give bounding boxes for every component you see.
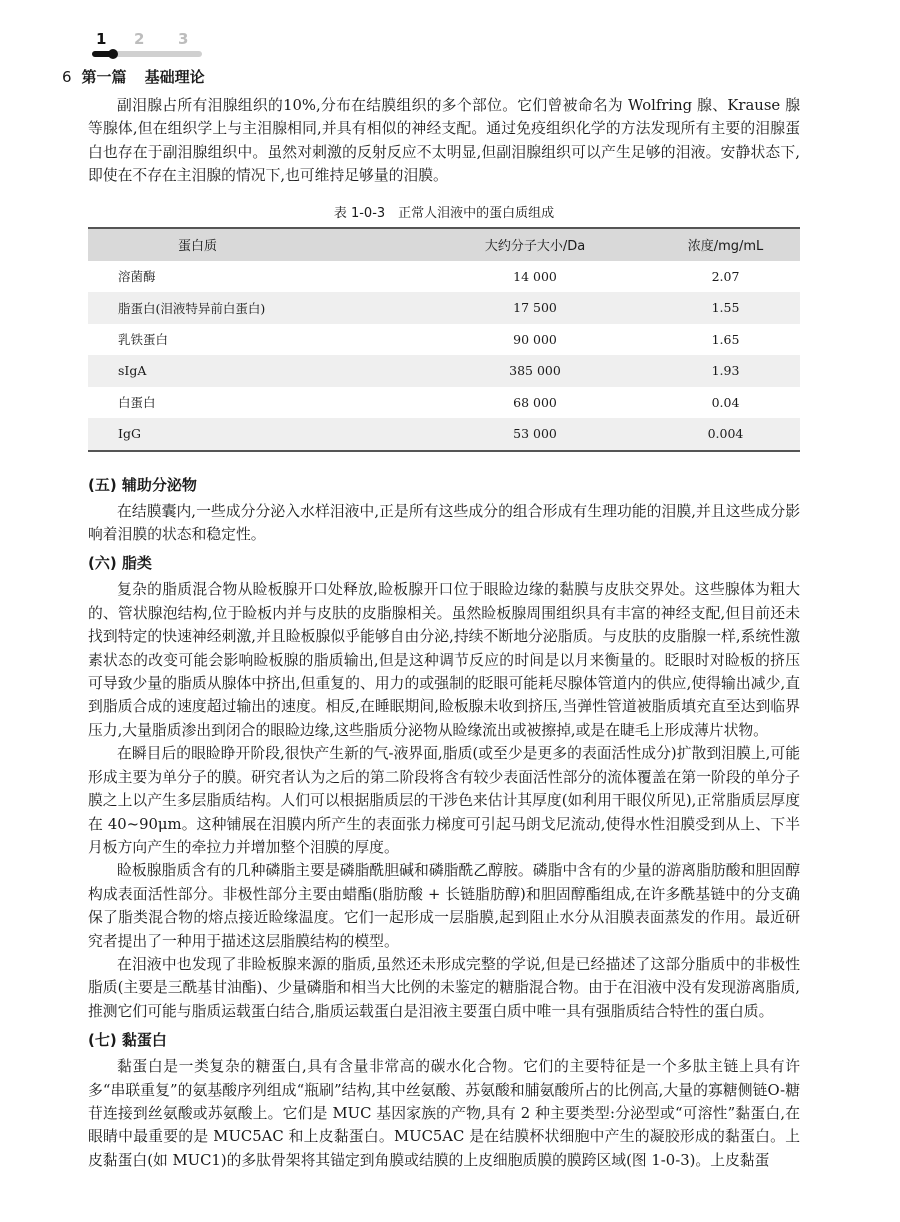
chapter-progress-dot: [108, 49, 118, 59]
cell-concentration: 1.65: [711, 331, 740, 347]
intro-paragraph: 副泪腺占所有泪腺组织的10%,分布在结膜组织的多个部位。它们曾被命名为 Wolfring 腺、Krause 腺等腺体,但在组织学上与主泪腺相同,并具有相似的神经支配。通过免疫组织化学的方法发现所有主要的泪腺蛋白也存在于副泪腺组织中。虽然对刺激的反射反应不太明显,但副泪腺组织可以产生足够的泪液。安静状态下,即使在不存在主泪腺的情况下,也可维持足够量的泪膜。: [88, 97, 800, 185]
chapter-progress-bar: [92, 51, 202, 57]
table-row: [88, 387, 800, 419]
body-paragraph: 在结膜囊内,一些成分分泌入水样泪液中,正是所有这些成分的组合形成有生理功能的泪膜,并且这些成分影响着泪膜的状态和稳定性。: [88, 502, 800, 544]
section-heading-lipids: (六) 脂类: [88, 554, 152, 573]
cell-protein: 溶菌酶: [118, 269, 156, 285]
cell-protein: 白蛋白: [118, 395, 156, 411]
chapter-tab-1: 1: [96, 30, 107, 48]
cell-protein: 乳铁蛋白: [118, 332, 169, 348]
body-paragraph: 在泪液中也发现了非睑板腺来源的脂质,虽然还未形成完整的学说,但是已经描述了这部分脂质中的非极性脂质(主要是三酰基甘油酯)、少量磷脂和相当大比例的未鉴定的糖脂混合物。由于在泪液中没有发现游离脂质,推测它们可能与脂质运载蛋白结合,脂质运载蛋白是泪液主要蛋白质中唯一具有强脂质结合特性的蛋白质。: [88, 955, 800, 1020]
cell-size: 14 000: [513, 268, 557, 284]
cell-concentration: 0.04: [711, 394, 740, 410]
table-caption: 表 1-0-3 正常人泪液中的蛋白质组成: [333, 205, 555, 221]
cell-size: 90 000: [513, 331, 557, 347]
table-header-row: [88, 228, 800, 261]
cell-concentration: 0.004: [707, 426, 744, 442]
section-heading-auxiliary-secretions: (五) 辅助分泌物: [88, 475, 197, 494]
cell-protein: 脂蛋白(泪液特异前白蛋白): [118, 300, 266, 316]
cell-size: 17 500: [513, 300, 557, 316]
chapter-tab-3: 3: [178, 30, 189, 48]
cell-size: 385 000: [509, 363, 561, 379]
table-row: [88, 355, 800, 387]
cell-size: 53 000: [513, 426, 557, 442]
table-row: [88, 292, 800, 324]
header-concentration: 浓度/mg/mL: [687, 239, 764, 255]
header-molecular-size: 大约分子大小/Da: [484, 239, 586, 255]
cell-size: 68 000: [513, 394, 557, 410]
section-label: 基础理论: [144, 68, 205, 86]
header-protein: 蛋白质: [178, 239, 218, 255]
body-paragraph: 在瞬目后的眼睑睁开阶段,很快产生新的气-液界面,脂质(或至少是更多的表面活性成分)扩散到泪膜上,可能形成主要为单分子的膜。研究者认为之后的第二阶段将含有较少表面活性部分的流体覆盖在第一阶段的单分子膜之上以产生多层脂质结构。人们可以根据脂质层的干涉色来估计其厚度(如利用干眼仪所见),正常脂质层厚度在 40~90μm。这种铺展在泪膜内所产生的表面张力梯度可引起马朗戈尼流动,使得水性泪膜受到从上、下半月板方向产生的牵拉力并增加整个泪膜的厚度。: [88, 745, 800, 856]
cell-concentration: 1.93: [711, 363, 740, 379]
part-label: 第一篇: [81, 68, 127, 86]
cell-concentration: 2.07: [711, 268, 740, 284]
protein-table: [88, 227, 800, 452]
section-heading-mucins: (七) 黏蛋白: [88, 1031, 167, 1050]
running-head: [62, 66, 205, 87]
cell-protein: sIgA: [118, 363, 147, 379]
table-row: [88, 418, 800, 451]
body-paragraph: 复杂的脂质混合物从睑板腺开口处释放,睑板腺开口位于眼睑边缘的黏膜与皮肤交界处。这些腺体为粗大的、管状腺泡结构,位于睑板内并与皮肤的皮脂腺相关。虽然睑板腺周围组织具有丰富的神经支配,但目前还未找到特定的快速神经刺激,并且睑板腺似乎能够自由分泌,持续不断地分泌脂质。与皮肤的皮脂腺一样,系统性激素状态的改变可能会影响睑板腺的脂质输出,但是这种调节反应的时间是以月来衡量的。眨眼时对睑板的挤压可导致少量的脂质从腺体中挤出,但重复的、用力的或强制的眨眼可能耗尽腺体管道内的供应,使得输出减少,直到脂质合成的速度超过输出的速度。相反,在睡眠期间,睑板腺未收到挤压,当弹性管道被脂质填充直至达到临界压力,大量脂质渗出到闭合的眼睑边缘,这些脂质分泌物从睑缘流出或被擦掉,或是在睫毛上形成薄片状物。: [88, 581, 800, 739]
body-paragraph: 黏蛋白是一类复杂的糖蛋白,具有含量非常高的碳水化合物。它们的主要特征是一个多肽主链上具有许多“串联重复”的氨基酸序列组成“瓶刷”结构,其中丝氨酸、苏氨酸和脯氨酸所占的比例高,大量的寡糖侧链O-糖苷连接到丝氨酸或苏氨酸上。它们是 MUC 基因家族的产物,具有 2 种主要类型:分泌型或“可溶性”黏蛋白,在眼睛中最重要的是 MUC5AC 和上皮黏蛋白。MUC5AC 是在结膜杯状细胞中产生的凝胶形成的黏蛋白。上皮黏蛋白(如 MUC1)的多肽骨架将其锚定到角膜或结膜的上皮细胞质膜的膜跨区域(图 1-0-3)。上皮黏蛋: [88, 1058, 800, 1169]
chapter-tab-2: 2: [134, 30, 145, 48]
page-number: 6: [62, 68, 72, 86]
table-row: [88, 324, 800, 356]
cell-concentration: 1.55: [711, 300, 740, 316]
cell-protein: IgG: [118, 426, 141, 442]
body-paragraph: 睑板腺脂质含有的几种磷脂主要是磷脂酰胆碱和磷脂酰乙醇胺。磷脂中含有的少量的游离脂肪酸和胆固醇构成表面活性部分。非极性部分主要由蜡酯(脂肪酸 + 长链脂肪醇)和胆固醇酯组成,在许多酰基链中的分支确保了脂类混合物的熔点接近睑缘温度。它们一起形成一层脂膜,起到阻止水分从泪膜表面蒸发的作用。最近研究者提出了一种用于描述这层脂膜结构的模型。: [88, 862, 800, 950]
table-row: [88, 261, 800, 293]
page-content: [88, 94, 800, 1172]
